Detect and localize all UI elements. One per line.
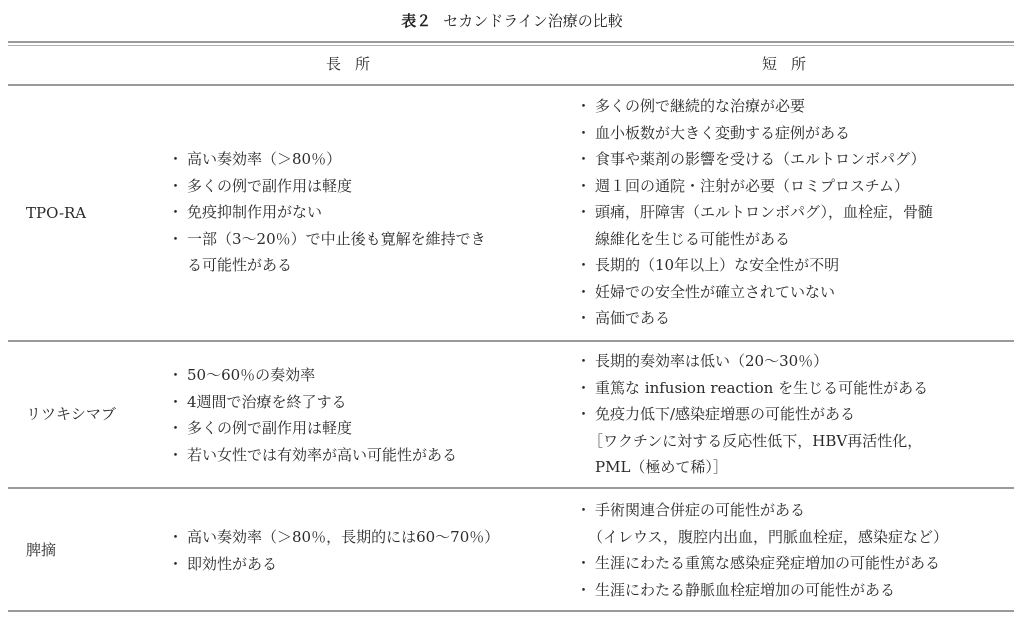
list-item: ・ 生涯にわたる静脈血栓症増加の可能性がある [580,577,948,604]
column-header-disadvantages: 短所 [762,55,821,73]
disadvantages-list [580,348,928,481]
list-item: ・ 食事や薬剤の影響を受ける（エルトロンボパグ） [580,146,933,173]
table-caption [0,10,1024,32]
table-number: 表２ [401,12,432,30]
list-item: ・ 高い奏効率（＞80％） [172,146,486,173]
table-row-tpo-ra [8,86,1014,340]
row-label: 脾摘 [26,541,57,559]
row-label: TPO-RA [26,204,87,222]
advantages-list [172,524,499,577]
list-item: ・ 血小板数が大きく変動する症例がある [580,120,933,147]
list-item: ・ 50〜60％の奏効率 [172,362,457,389]
list-item: ・ 生涯にわたる重篤な感染症発症増加の可能性がある [580,550,948,577]
list-item: ・ 免疫抑制作用がない [172,199,486,226]
list-item: ・ 手術関連合併症の可能性がある [580,497,948,524]
list-item-continuation: る可能性がある [187,256,293,274]
list-item: ・ 一部（3〜20％）で中止後も寛解を維持でき [172,226,486,253]
list-item: ・ 多くの例で副作用は軽度 [172,415,457,442]
row-label: リツキシマブ [26,405,116,423]
list-item: ・ 多くの例で継続的な治療が必要 [580,93,933,120]
list-item: ・ 多くの例で副作用は軽度 [172,173,486,200]
table-bottom-rule [8,610,1014,612]
list-item: ・ 高価である [580,305,933,332]
list-item: ・ 高い奏効率（＞80％，長期的には60〜70％） [172,524,499,551]
table-row-splenectomy [8,489,1014,610]
table-top-rule-inner [8,45,1014,46]
disadvantages-list [580,497,948,603]
list-item: ・ 即効性がある [172,551,499,578]
list-item-continuation: ［ワクチンに対する反応性低下，HBV再活性化， [588,431,923,450]
table-top-rule [8,41,1014,43]
table-title: セカンドライン治療の比較 [443,12,623,30]
list-item: ・ 4週間で治療を終了する [172,389,457,416]
disadvantages-list [580,93,933,332]
table-row-rituximab [8,342,1014,487]
list-item: ・ 妊婦での安全性が確立されていない [580,279,933,306]
list-item-continuation: PML（極めて稀）］ [595,458,728,476]
list-item: ・ 長期的（10年以上）な安全性が不明 [580,252,933,279]
list-item-continuation: 線維化を生じる可能性がある [595,229,791,248]
list-item: ・ 週１回の通院・注射が必要（ロミプロスチム） [580,173,933,200]
list-item: ・ 若い女性では有効率が高い可能性がある [172,442,457,469]
advantages-list [172,146,486,279]
list-item: ・ 長期的奏効率は低い（20〜30％） [580,348,928,375]
list-item: ・ 頭痛，肝障害（エルトロンボパグ），血栓症，骨髄 [580,199,933,226]
list-item-continuation: （イレウス，腹腔内出血，門脈血栓症，感染症など） [588,527,949,546]
column-header-advantages: 長所 [326,55,385,73]
list-item: ・ 重篤な infusion reaction を生じる可能性がある [580,375,928,402]
advantages-list [172,362,457,468]
list-item: ・ 免疫力低下/感染症増悪の可能性がある [580,401,928,428]
